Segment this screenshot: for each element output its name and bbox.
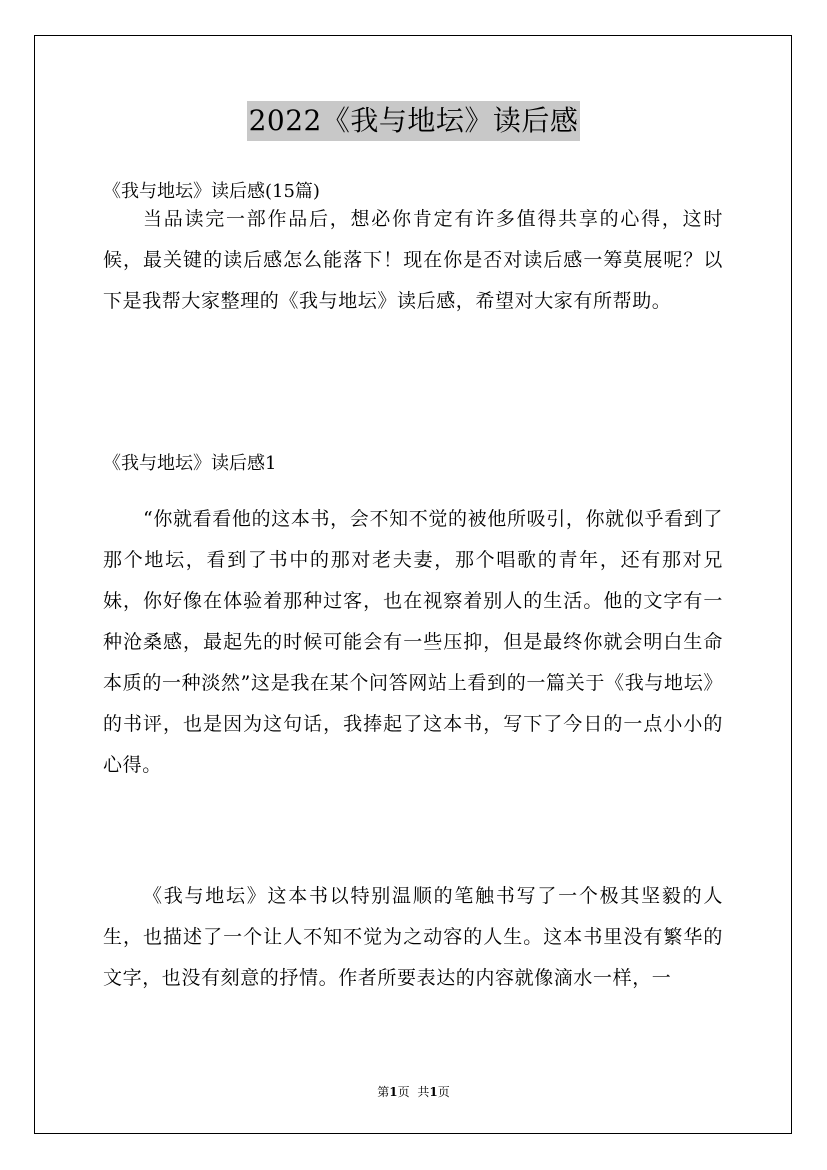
footer-page-suffix: 页 xyxy=(397,1085,410,1099)
footer-total-suffix: 页 xyxy=(437,1085,450,1099)
body-paragraph-1: “你就看看他的这本书，会不知不觉的被他所吸引，你就似乎看到了那个地坛，看到了书中的那对老夫妻，那个唱歌的青年，还有那对兄妹，你好像在体验着那种过客，也在视察着别人的生活。他的文字有一种沧桑感，最起先的时候可能会有一些压抑，但是最终你就会明白生命本质的一种淡然”这是我在某个问答网站上看到的一篇关于《我与地坛》的书评，也是因为这句话，我捧起了这本书，写下了今日的一点小小的心得。 xyxy=(103,508,723,776)
body-paragraph-2: 《我与地坛》这本书以特别温顺的笔触书写了一个极其坚毅的人生，也描述了一个让人不知不觉为之动容的人生。这本书里没有繁华的文字，也没有刻意的抒情。作者所要表达的内容就像滴水一样，一 xyxy=(103,885,723,989)
intro-paragraph: 当品读完一部作品后，想必你肯定有许多值得共享的心得，这时候，最关键的读后感怎么能落下！现在你是否对读后感一筹莫展呢？以下是我帮大家整理的《我与地坛》读后感，希望对大家有所帮助。 xyxy=(103,208,723,312)
document-title: 2022《我与地坛》读后感 xyxy=(247,101,581,141)
footer-total-prefix: 共 xyxy=(417,1085,430,1099)
section-heading: 《我与地坛》读后感1 xyxy=(103,453,277,474)
footer-page-prefix: 第 xyxy=(377,1085,390,1099)
title-container xyxy=(0,101,827,141)
page-footer xyxy=(0,1083,827,1101)
footer-total-number: 1 xyxy=(429,1085,438,1099)
document-subtitle: 《我与地坛》读后感(15篇) xyxy=(103,181,320,202)
footer-page-number: 1 xyxy=(389,1085,398,1099)
